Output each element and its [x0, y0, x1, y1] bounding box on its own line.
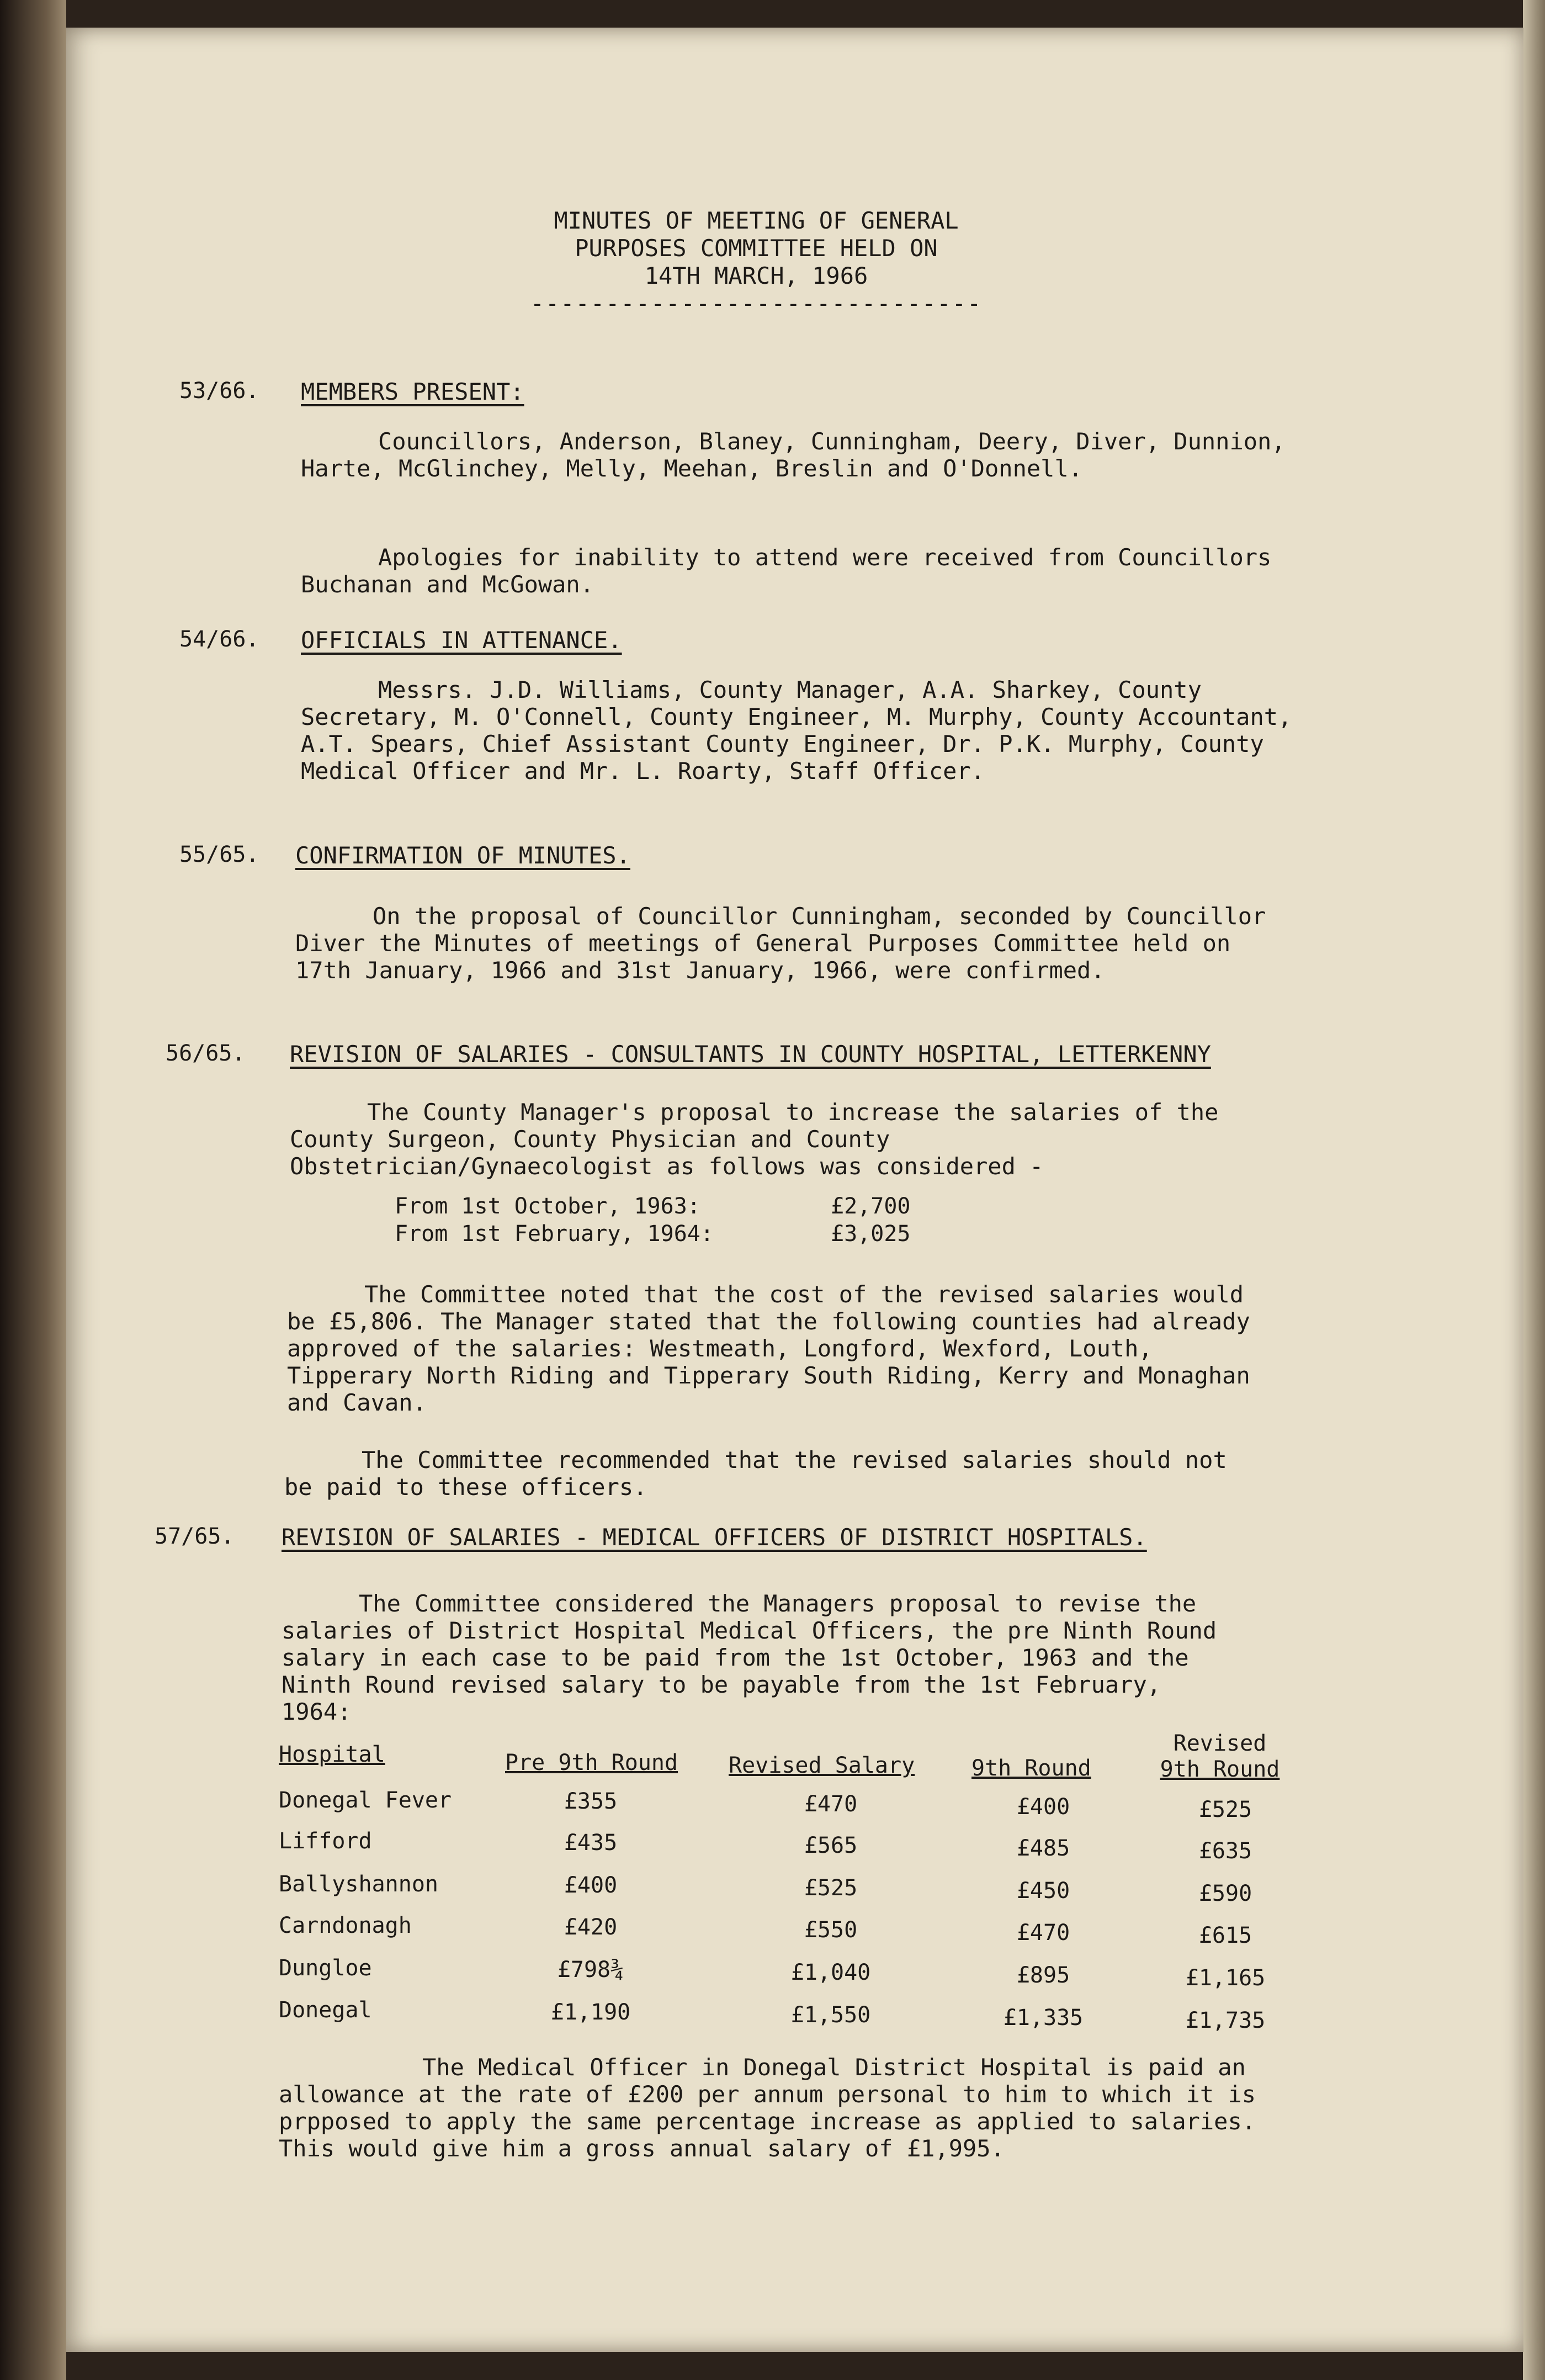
table-cell: £1,165 — [1185, 1965, 1266, 1991]
item-heading: CONFIRMATION OF MINUTES. — [295, 842, 630, 869]
rate-amount: £2,700 — [831, 1194, 911, 1219]
title-line-2: PURPOSES COMMITTEE HELD ON — [575, 235, 938, 262]
item-paragraph: On the proposal of Councillor Cunningham, seconded by Councillor Diver the Minutes of meetings of General Purposes Committee held on 17th January, 1966 and 31st January, 1966, were confirmed. — [295, 903, 1266, 984]
table-header: Pre 9th Round — [505, 1750, 678, 1775]
table-cell: Ballyshannon — [279, 1872, 438, 1897]
item-number: 53/66. — [179, 378, 259, 404]
rate-amount: £3,025 — [831, 1221, 911, 1247]
item-paragraph: The Committee noted that the cost of the revised salaries would be £5,806. The Manager stated that the following counties had already approved of the salaries: Westmeath, Longford, Wexford, Louth, Tipperary North Riding and Tipperary South Riding, Kerry and Monaghan and Cavan. — [287, 1281, 1250, 1416]
table-cell: £1,550 — [790, 2002, 871, 2028]
table-cell: £400 — [564, 1873, 618, 1898]
table-cell: Lifford — [279, 1828, 372, 1854]
table-cell: £1,735 — [1185, 2008, 1266, 2033]
table-cell: £550 — [804, 1917, 858, 1943]
item-number: 55/65. — [179, 842, 259, 867]
book-spine-shadow — [0, 0, 66, 2380]
document-page — [66, 28, 1523, 2352]
table-cell: £1,190 — [550, 2000, 631, 2025]
table-cell: Carndonagh — [279, 1913, 412, 1938]
table-cell: £565 — [804, 1833, 858, 1858]
item-paragraph: Messrs. J.D. Williams, County Manager, A.A. Sharkey, County Secretary, M. O'Connell, County Engineer, M. Murphy, County Accountant, A.T. Spears, Chief Assistant County Engineer, Dr. P.K. Murphy, County Medical Officer and Mr. L. Roarty, Staff Officer. — [301, 676, 1292, 785]
table-cell: Dungloe — [279, 1955, 372, 1981]
table-cell: £450 — [1016, 1878, 1070, 1904]
table-cell: £798¾ — [557, 1957, 624, 1983]
title-rule: ------------------------------ — [530, 290, 983, 317]
item-paragraph: The County Manager's proposal to increase the salaries of the County Surgeon, County Physician and County Obstetrician/Gynaecologist as follows was considered - — [290, 1099, 1219, 1180]
table-cell: £590 — [1198, 1881, 1252, 1906]
table-cell: £1,335 — [1003, 2005, 1084, 2031]
item-number: 56/65. — [166, 1041, 246, 1066]
table-cell: £525 — [804, 1875, 858, 1901]
table-cell: £485 — [1016, 1836, 1070, 1861]
table-cell: £400 — [1016, 1794, 1070, 1820]
title-line-3: 14TH MARCH, 1966 — [644, 262, 868, 289]
item-paragraph: The Medical Officer in Donegal District Hospital is paid an allowance at the rate of £200 per annum personal to him to which it is prpposed to apply the same percentage increase as applied to salaries. This would give him a gross annual salary of £1,995. — [279, 2054, 1256, 2162]
table-header: 9th Round — [971, 1756, 1091, 1781]
table-cell: £1,040 — [790, 1960, 871, 1985]
table-cell: £895 — [1016, 1963, 1070, 1988]
item-paragraph: The Committee considered the Managers proposal to revise the salaries of District Hospital Medical Officers, the pre Ninth Round salary in each case to be paid from the 1st October, 1963 and the Ninth Round revised salary to be payable from the 1st February, 1964: — [282, 1590, 1217, 1725]
item-number: 57/65. — [155, 1524, 235, 1549]
table-header: Hospital — [279, 1742, 385, 1767]
table-header: Revised — [1173, 1731, 1267, 1756]
item-heading: OFFICIALS IN ATTENANCE. — [301, 627, 622, 654]
page-edge — [1523, 0, 1545, 2380]
table-cell: Donegal Fever — [279, 1788, 452, 1813]
rate-label: From 1st February, 1964: — [395, 1221, 714, 1247]
item-number: 54/66. — [179, 627, 259, 652]
minutes-title — [453, 207, 1060, 317]
table-cell: £470 — [1016, 1920, 1070, 1946]
table-cell: £470 — [804, 1791, 858, 1817]
table-cell: £635 — [1198, 1838, 1252, 1864]
table-header: Revised Salary — [729, 1753, 915, 1778]
table-cell: £525 — [1198, 1797, 1252, 1822]
item-paragraph: The Committee recommended that the revised salaries should not be paid to these officers. — [284, 1446, 1227, 1501]
rate-label: From 1st October, 1963: — [395, 1194, 700, 1219]
item-paragraph: Councillors, Anderson, Blaney, Cunningham, Deery, Diver, Dunnion, Harte, McGlinchey, Melly, Meehan, Breslin and O'Donnell. — [301, 428, 1286, 482]
table-cell: £355 — [564, 1789, 618, 1814]
item-paragraph: Apologies for inability to attend were received from Councillors Buchanan and McGowan. — [301, 544, 1272, 598]
title-line-1: MINUTES OF MEETING OF GENERAL — [554, 207, 959, 234]
item-heading: MEMBERS PRESENT: — [301, 378, 524, 405]
table-cell: £435 — [564, 1830, 618, 1856]
item-heading: REVISION OF SALARIES - CONSULTANTS IN COUNTY HOSPITAL, LETTERKENNY — [290, 1041, 1211, 1068]
item-heading: REVISION OF SALARIES - MEDICAL OFFICERS OF DISTRICT HOSPITALS. — [282, 1524, 1147, 1551]
table-cell: £615 — [1198, 1923, 1252, 1948]
table-cell: Donegal — [279, 1997, 372, 2023]
table-header: 9th Round — [1160, 1757, 1280, 1782]
table-cell: £420 — [564, 1915, 618, 1940]
